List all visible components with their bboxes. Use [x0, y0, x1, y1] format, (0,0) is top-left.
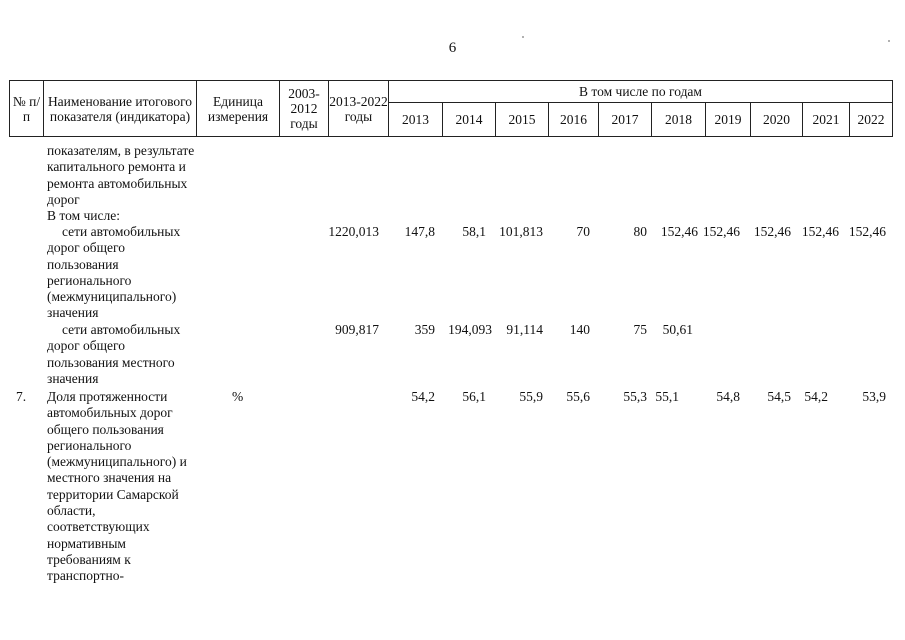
row-value: 55,6: [566, 389, 590, 404]
header-year: 2018: [652, 103, 706, 137]
row-name: сети автомобильных дорог общего пользования местного значения: [47, 322, 181, 386]
header-year: 2020: [751, 103, 803, 137]
header-year: 2017: [599, 103, 652, 137]
header-col-number: № п/п: [10, 81, 44, 137]
row-value: 54,2: [411, 389, 435, 404]
row-including-label: В том числе:: [47, 208, 120, 223]
row-value: 55,9: [519, 389, 543, 404]
scan-speck: [522, 36, 524, 38]
row-total: 909,817: [335, 322, 379, 337]
row-name: сети автомобильных дорог общего пользования регионального (межмуниципального) значения: [47, 224, 181, 321]
row-value: 58,1: [462, 224, 486, 239]
header-col-unit: Единица измерения: [197, 81, 280, 137]
header-year: 2019: [706, 103, 751, 137]
row-unit: %: [232, 389, 244, 404]
row-value: 152,46: [660, 224, 698, 239]
row-value: 75: [633, 322, 647, 337]
header-year: 2022: [850, 103, 893, 137]
row-value: 152,46: [702, 224, 740, 239]
row-value: 147,8: [404, 224, 435, 239]
row-value: 55,1: [655, 389, 679, 404]
row-value: 91,114: [506, 322, 543, 337]
row-value: 140: [569, 322, 590, 337]
row-value: 70: [576, 224, 590, 239]
header-year: 2015: [496, 103, 549, 137]
scan-speck: [888, 40, 890, 42]
row-value: 53,9: [862, 389, 886, 404]
row-name: Доля протяженности автомобильных дорог общего пользования регионального (межмуниципального) и местного значения на территории Самарской области, соответствующих нормативным требованиям к транспортно-: [47, 389, 187, 584]
row-total: 1220,013: [328, 224, 379, 239]
row-value: 80: [633, 224, 647, 239]
row-value: 152,46: [801, 224, 839, 239]
header-year: 2013: [389, 103, 443, 137]
row-value: 54,8: [716, 389, 740, 404]
row-value: 152,46: [848, 224, 886, 239]
row-number: 7.: [16, 389, 27, 404]
row-value: 54,2: [804, 389, 828, 404]
header-col-period-2013-2022: 2013-2022 годы: [329, 81, 389, 137]
row-value: 101,813: [499, 224, 543, 239]
header-col-name: Наименование итогового показателя (индикатора): [44, 81, 197, 137]
header-col-period-2003-2012: 2003-2012 годы: [280, 81, 329, 137]
page-number: 6: [448, 40, 457, 56]
row-value: 194,093: [448, 322, 492, 337]
row-value: 55,3: [623, 389, 647, 404]
row-value: 359: [414, 322, 435, 337]
header-year: 2021: [803, 103, 850, 137]
header-year: 2016: [549, 103, 599, 137]
row-value: 54,5: [767, 389, 791, 404]
row-value: 152,46: [753, 224, 791, 239]
row-value: 50,61: [662, 322, 693, 337]
row-continuation-text: показателям, в результате капитального ремонта и ремонта автомобильных дорог: [47, 143, 195, 207]
row-value: 56,1: [462, 389, 486, 404]
header-year: 2014: [443, 103, 496, 137]
header-years-group: В том числе по годам: [389, 81, 893, 103]
